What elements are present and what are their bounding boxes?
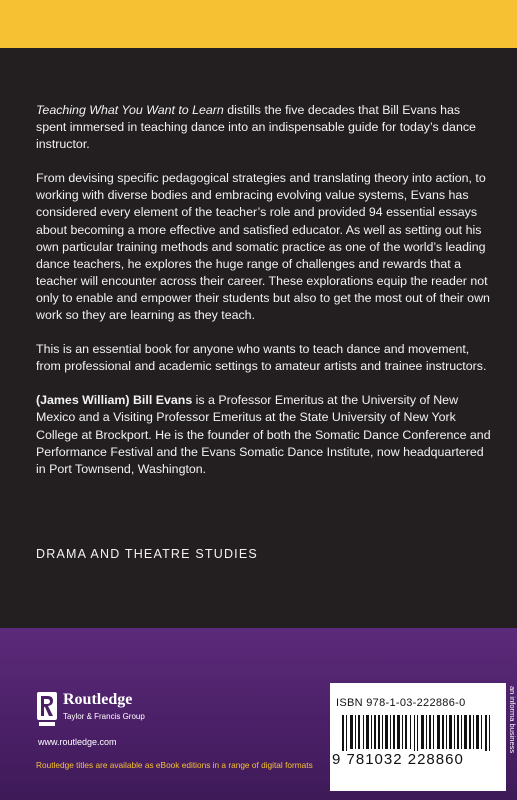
informa-business-text: an informa business (508, 686, 517, 754)
barcode-bars (334, 715, 502, 755)
routledge-logo (37, 692, 157, 732)
routledge-logo-icon (37, 692, 57, 720)
author-bio-text: is a Professor Emeritus at the University of New Mexico and a Visiting Professor Emeritus at the State University of New York College at Brockport. He is the founder of both the Somatic Dance Conference and Performance Festival and the Evans Somatic Dance Institute, now headquartered in Port Townsend, Washington. (36, 393, 491, 476)
author-name: (James William) Bill Evans (36, 393, 193, 408)
blurb-paragraph-2: From devising specific pedagogical strategies and translating theory into action, to working with diverse bodies and embracing evolving value systems, Evans has considered every element of the teacher’s role and provided 94 essential essays about becoming a more effective and satisfied educator. As well as setting out his own particular training methods and somatic practice as one of the world’s leading dance teachers, he explores the huge range of challenges and rewards that a teacher will encounter across their career. These explorations equip the reader not only to enable and empower their students but also to get the most out of their own work so they are learning as they teach. (36, 171, 490, 323)
blurb-paragraph-3: This is an essential book for anyone who wants to teach dance and movement, from professional and academic settings to amateur artists and trainee instructors. (36, 342, 487, 374)
blurb-paragraph-1 (36, 102, 491, 153)
book-title: Teaching What You Want to Learn (36, 103, 224, 117)
author-bio (36, 392, 491, 477)
isbn-number: ISBN 978-1-03-222886-0 (336, 697, 466, 709)
publisher-name: Routledge (63, 691, 133, 708)
barcode-digits: 9 781032 228860 (330, 751, 502, 768)
publisher-group: Taylor & Francis Group (63, 712, 145, 721)
blurb-paragraph-1-text: distills the five decades that Bill Evans has spent immersed in teaching dance into an indispensable guide for today’s dance instructor. (36, 103, 476, 152)
blurb (36, 102, 491, 495)
logo-base-bar (39, 722, 55, 726)
publisher-website[interactable]: www.routledge.com (38, 737, 117, 747)
barcode-panel (330, 683, 506, 791)
top-color-band (0, 0, 517, 48)
ebook-note: Routledge titles are available as eBook editions in a range of digital formats (36, 760, 313, 770)
subject-category: DRAMA AND THEATRE STUDIES (36, 547, 258, 561)
